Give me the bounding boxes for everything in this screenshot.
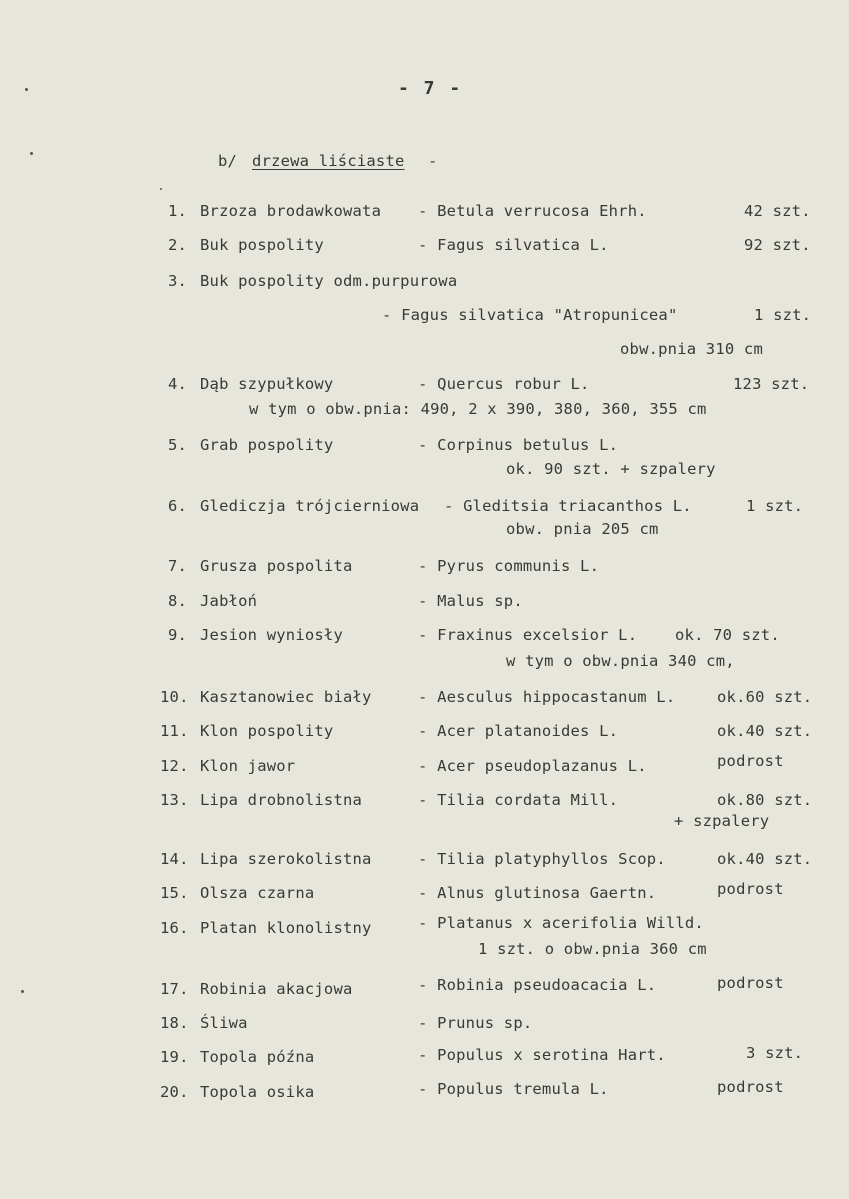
entry-latin-name: - Populus x serotina Hart. (418, 1046, 666, 1064)
entry-latin-name: - Fraxinus excelsior L. (418, 626, 638, 644)
entry-number: 5. (168, 436, 188, 454)
entry-number: 7. (168, 557, 188, 575)
entry-polish-name: Lipa szerokolistna (200, 850, 372, 868)
entry-latin-name: - Platanus x acerifolia Willd. (418, 914, 704, 932)
entry-quantity: ok.60 szt. (717, 688, 813, 706)
entry-number: 4. (168, 375, 188, 393)
entry-note: w tym o obw.pnia 340 cm, (506, 652, 735, 670)
entry-polish-name: Lipa drobnolistna (200, 791, 363, 809)
entry-number: 18. (160, 1014, 189, 1032)
entry-number: 15. (160, 884, 189, 902)
entry-quantity: 1 szt. (754, 306, 812, 324)
entry-number: 1. (168, 202, 188, 220)
entry-latin-name: - Quercus robur L. (418, 375, 590, 393)
entry-polish-name: Topola późna (200, 1048, 315, 1066)
entry-polish-name: Grab pospolity (200, 436, 334, 454)
entry-number: 8. (168, 592, 188, 610)
entry-latin-name: - Corpinus betulus L. (418, 436, 619, 454)
entry-quantity: ok.40 szt. (717, 850, 813, 868)
entry-number: 14. (160, 850, 189, 868)
section-title: drzewa liściaste (252, 152, 405, 170)
entry-latin-name: - Aesculus hippocastanum L. (418, 688, 676, 706)
entry-polish-name: Brzoza brodawkowata (200, 202, 382, 220)
entry-quantity: ok.80 szt. (717, 791, 813, 809)
entry-number: 10. (160, 688, 189, 706)
entry-latin-name: - Acer platanoides L. (418, 722, 619, 740)
entry-polish-name: Grusza pospolita (200, 557, 353, 575)
entry-number: 16. (160, 919, 189, 937)
entry-latin-name: - Robinia pseudoacacia L. (418, 976, 657, 994)
entry-note: obw. pnia 205 cm (506, 520, 659, 538)
entry-latin-name: - Malus sp. (418, 592, 523, 610)
entry-quantity: 3 szt. (746, 1044, 804, 1062)
margin-speck (21, 990, 24, 993)
entry-quantity: ok.40 szt. (717, 722, 813, 740)
entry-quantity: podrost (717, 1078, 784, 1096)
entry-number: 11. (160, 722, 189, 740)
entry-polish-name: Klon pospolity (200, 722, 334, 740)
entry-polish-name: Buk pospolity (200, 236, 324, 254)
entry-latin-name: - Fagus silvatica "Atropunicea" (382, 306, 678, 324)
entry-polish-name: Dąb szypułkowy (200, 375, 334, 393)
entry-latin-name: - Populus tremula L. (418, 1080, 609, 1098)
entry-quantity: podrost (717, 880, 784, 898)
entry-quantity: podrost (717, 974, 784, 992)
entry-polish-name: Kasztanowiec biały (200, 688, 372, 706)
entry-number: 2. (168, 236, 188, 254)
entry-quantity: 123 szt. (733, 375, 810, 393)
entry-latin-name: - Betula verrucosa Ehrh. (418, 202, 647, 220)
entry-number: 6. (168, 497, 188, 515)
entry-polish-name: Robinia akacjowa (200, 980, 353, 998)
entry-note: + szpalery (674, 812, 770, 830)
entry-latin-name: - Tilia cordata Mill. (418, 791, 619, 809)
section-suffix: - (428, 152, 438, 170)
entry-quantity: 42 szt. (744, 202, 811, 220)
entry-number: 17. (160, 980, 189, 998)
entry-latin-name: - Acer pseudoplazanus L. (418, 757, 647, 775)
entry-quantity: 92 szt. (744, 236, 811, 254)
entry-quantity: ok. 70 szt. (675, 626, 780, 644)
page-number: - 7 - (398, 78, 463, 99)
entry-note: obw.pnia 310 cm (620, 340, 763, 358)
entry-note: 1 szt. o obw.pnia 360 cm (478, 940, 707, 958)
entry-polish-name: Platan klonolistny (200, 919, 372, 937)
margin-speck (30, 152, 33, 155)
entry-polish-name: Topola osika (200, 1083, 315, 1101)
entry-latin-name: - Pyrus communis L. (418, 557, 600, 575)
entry-note: ok. 90 szt. + szpalery (506, 460, 716, 478)
entry-latin-name: - Gleditsia triacanthos L. (444, 497, 692, 515)
entry-number: 13. (160, 791, 189, 809)
entry-polish-name: Glediczja trójcierniowa (200, 497, 420, 515)
entry-polish-name: Śliwa (200, 1014, 248, 1032)
entry-latin-name: - Alnus glutinosa Gaertn. (418, 884, 657, 902)
entry-polish-name: Jesion wyniosły (200, 626, 343, 644)
entry-latin-name: - Fagus silvatica L. (418, 236, 609, 254)
margin-speck (160, 188, 162, 190)
entry-polish-name: Jabłoń (200, 592, 258, 610)
entry-polish-name: Olsza czarna (200, 884, 315, 902)
entry-number: 9. (168, 626, 188, 644)
entry-number: 19. (160, 1048, 189, 1066)
entry-note: w tym o obw.pnia: 490, 2 x 390, 380, 360, 355 cm (249, 400, 707, 418)
section-prefix: b/ (218, 152, 238, 170)
entry-number: 3. (168, 272, 188, 290)
entry-polish-name: Buk pospolity odm.purpurowa (200, 272, 458, 290)
entry-number: 12. (160, 757, 189, 775)
entry-polish-name: Klon jawor (200, 757, 296, 775)
entry-latin-name: - Tilia platyphyllos Scop. (418, 850, 666, 868)
entry-number: 20. (160, 1083, 189, 1101)
entry-quantity: 1 szt. (746, 497, 804, 515)
entry-latin-name: - Prunus sp. (418, 1014, 533, 1032)
margin-speck (25, 88, 28, 91)
entry-quantity: podrost (717, 752, 784, 770)
